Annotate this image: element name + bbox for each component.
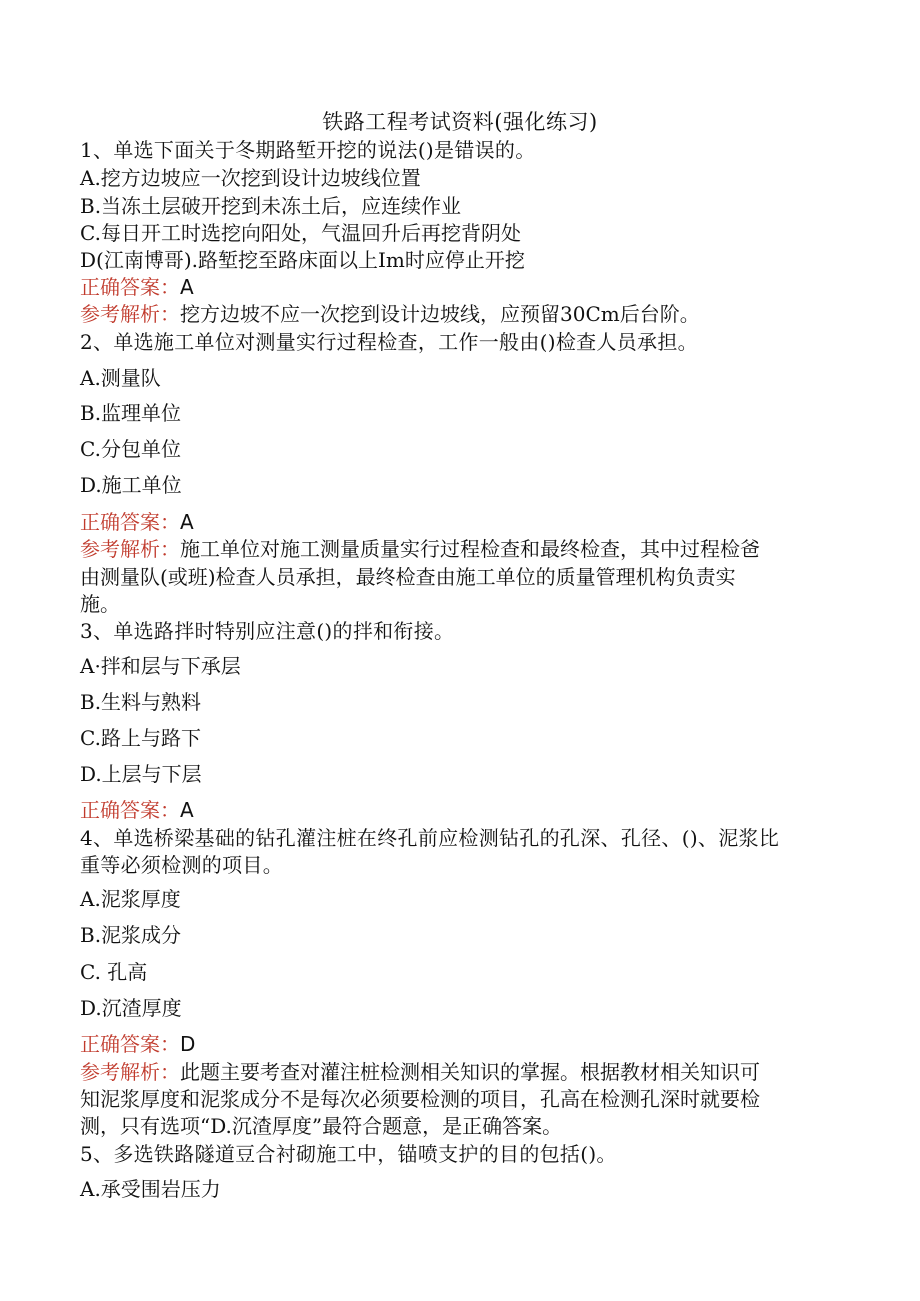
question-4-stem-line-2: 重等必须检测的项目。	[80, 853, 283, 877]
question-2-stem: 2、单选施工单位对测量实行过程检查，工作一般由()检查人员承担。	[80, 330, 698, 354]
question-3-option-c: C.路上与路下	[80, 726, 201, 750]
analysis-text-line-1: 此题主要考查对灌注桩检测相关知识的掌握。根据教材相关知识可	[180, 1060, 760, 1084]
question-1-option-d: D(江南博哥).路堑挖至路床面以上Im时应停止开挖	[80, 248, 525, 272]
question-1-option-c: C.每日开工时选挖向阳处，气温回升后再挖背阴处	[80, 221, 521, 245]
analysis-text-line-1: 施工单位对施工测量质量实行过程检查和最终检查，其中过程检爸	[180, 537, 760, 561]
question-2-option-a: A.测量队	[80, 366, 161, 390]
question-1-analysis	[80, 300, 840, 328]
question-3-option-b: B.生料与熟料	[80, 690, 202, 714]
question-2-analysis	[80, 535, 840, 563]
answer-label: 正确答案：	[80, 275, 180, 299]
question-2-option-d: D.施工单位	[80, 473, 182, 497]
answer-value: A	[180, 798, 194, 822]
analysis-label: 参考解析：	[80, 537, 180, 561]
document-title: 铁路工程考试资料(强化练习)	[322, 110, 598, 134]
answer-label: 正确答案：	[80, 798, 180, 822]
question-2-analysis-line-2: 由测量队(或班)检查人员承担，最终检查由施工单位的质量管理机构负责实	[80, 565, 736, 589]
question-5-stem: 5、多选铁路隧道豆合衬砌施工中，锚喷支护的目的包括()。	[80, 1142, 617, 1166]
answer-value: D	[180, 1032, 196, 1056]
question-4-analysis	[80, 1058, 840, 1086]
question-2-option-c: C.分包单位	[80, 437, 181, 461]
answer-value: A	[180, 510, 194, 534]
question-2-analysis-line-3: 施。	[80, 592, 120, 616]
question-2-answer	[80, 508, 840, 536]
question-4-analysis-line-3: 测，只有选项“D.沉渣厚度”最符合题意，是正确答案。	[80, 1114, 563, 1138]
question-1-option-b: B.当冻土层破开挖到未冻土后，应连续作业	[80, 194, 462, 218]
answer-label: 正确答案：	[80, 1032, 180, 1056]
question-3-option-d: D.上层与下层	[80, 762, 202, 786]
question-1-answer	[80, 273, 840, 301]
question-3-option-a: A·拌和层与下承层	[80, 654, 241, 678]
question-2-option-b: B.监理单位	[80, 401, 182, 425]
question-4-answer	[80, 1030, 840, 1058]
answer-label: 正确答案：	[80, 510, 180, 534]
question-4-analysis-line-2: 知泥浆厚度和泥浆成分不是每次必须要检测的项目，孔高在检测孔深时就要检	[80, 1087, 760, 1111]
question-5-option-a: A.承受围岩压力	[80, 1177, 221, 1201]
analysis-label: 参考解析：	[80, 302, 180, 326]
question-1-stem: 1、单选下面关于冬期路堑开挖的说法()是错误的。	[80, 138, 536, 162]
question-4-option-c: C. 孔高	[80, 960, 148, 984]
question-4-stem-line-1: 4、单选桥梁基础的钻孔灌注桩在终孔前应检测钻孔的孔深、孔径、()、泥浆比	[80, 826, 780, 850]
question-4-option-b: B.泥浆成分	[80, 923, 182, 947]
question-1-option-a: A.挖方边坡应一次挖到设计边坡线位置	[80, 166, 421, 190]
question-4-option-d: D.沉渣厚度	[80, 996, 182, 1020]
question-4-option-a: A.泥浆厚度	[80, 887, 181, 911]
analysis-text: 挖方边坡不应一次挖到设计边坡线，应预留30Cm后台阶。	[180, 302, 700, 326]
analysis-label: 参考解析：	[80, 1060, 180, 1084]
question-3-stem: 3、单选路拌时特别应注意()的拌和衔接。	[80, 619, 455, 643]
question-3-answer	[80, 796, 840, 824]
answer-value: A	[180, 275, 194, 299]
